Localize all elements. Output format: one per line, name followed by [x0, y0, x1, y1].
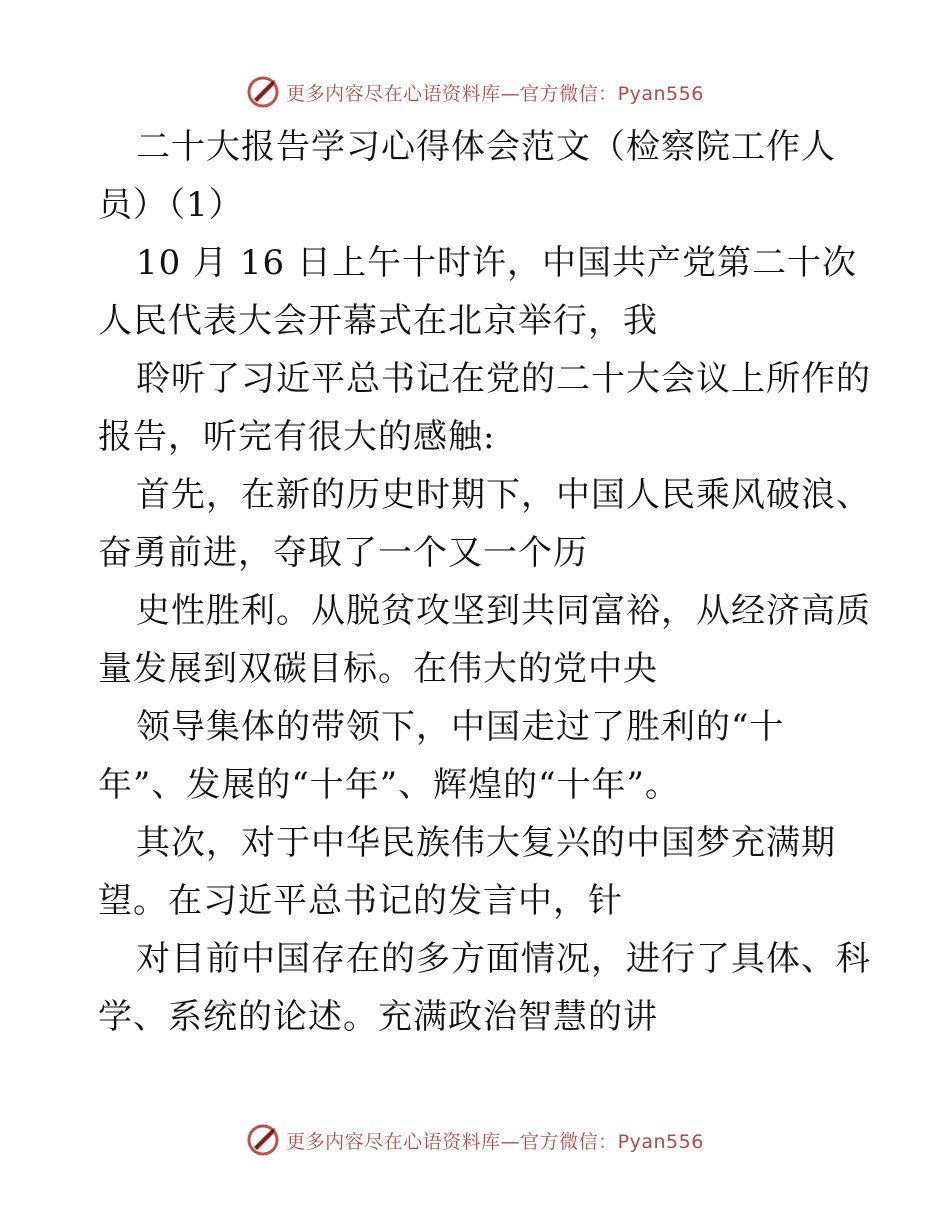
text-line: 年”、发展的“十年”、辉煌的“十年”。	[98, 765, 680, 805]
footer-watermark-banner	[0, 1118, 950, 1162]
brand-logo-icon	[246, 75, 280, 109]
document-body	[98, 118, 871, 1046]
text-line: 报告，听完有很大的感触:	[98, 417, 496, 457]
text-line: 量发展到双碳目标。在伟大的党中央	[98, 649, 658, 689]
header-watermark-banner	[0, 70, 950, 114]
text-line: 聆听了习近平总书记在党的二十大会议上所作的	[136, 359, 871, 399]
text-line: 10 月 16 日上午十时许，中国共产党第二十次	[136, 243, 857, 283]
watermark-text: 更多内容尽在心语资料库—官方微信：Pyan556	[286, 82, 704, 105]
watermark-text: 更多内容尽在心语资料库—官方微信：Pyan556	[286, 1130, 704, 1153]
text-line: 奋勇前进，夺取了一个又一个历	[98, 533, 588, 573]
brand-logo-icon	[246, 1123, 280, 1157]
text-line: 对目前中国存在的多方面情况，进行了具体、科	[136, 939, 871, 979]
text-line: 员）（1）	[98, 185, 244, 225]
text-line: 领导集体的带领下，中国走过了胜利的“十	[136, 707, 785, 747]
text-line: 首先，在新的历史时期下，中国人民乘风破浪、	[136, 475, 871, 515]
text-line: 望。在习近平总书记的发言中，针	[98, 881, 623, 921]
text-line: 其次，对于中华民族伟大复兴的中国梦充满期	[136, 823, 836, 863]
text-line: 史性胜利。从脱贫攻坚到共同富裕，从经济高质	[136, 591, 871, 631]
text-line: 二十大报告学习心得体会范文（检察院工作人	[136, 127, 836, 167]
text-line: 人民代表大会开幕式在北京举行，我	[98, 301, 658, 341]
text-line: 学、系统的论述。充满政治智慧的讲	[98, 997, 658, 1037]
